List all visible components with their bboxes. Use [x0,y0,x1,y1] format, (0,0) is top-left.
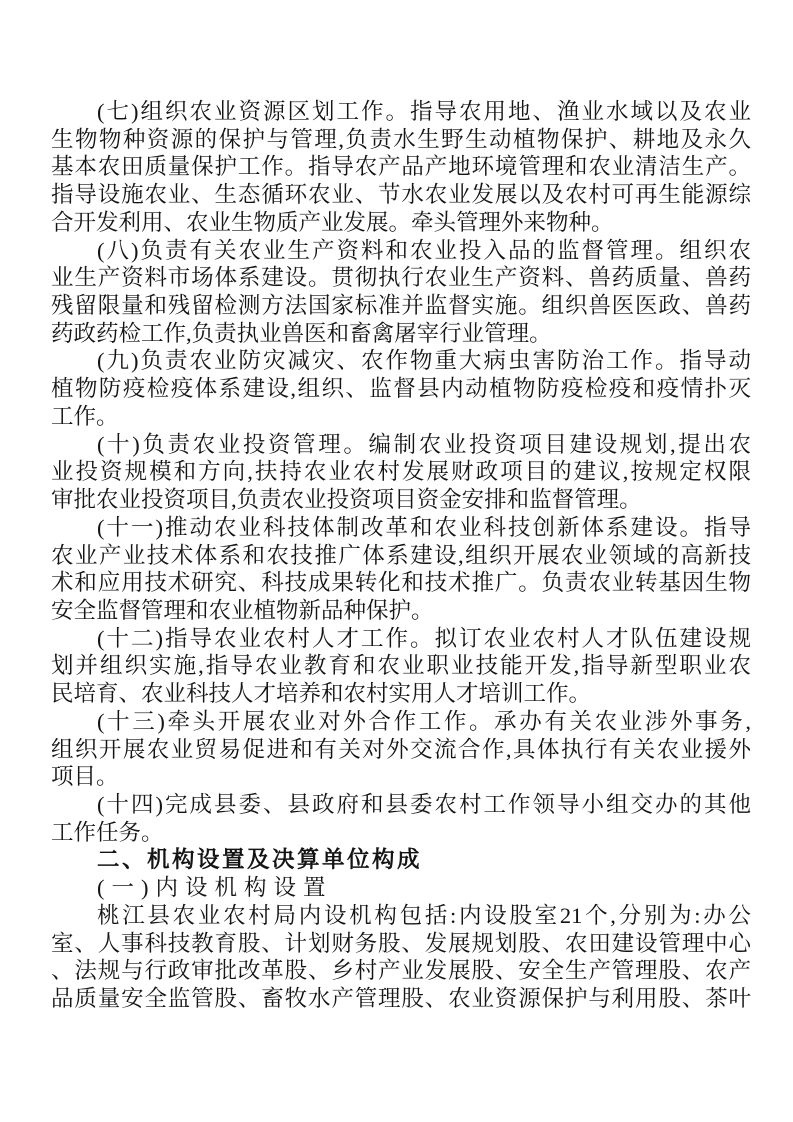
body-text-line: (十四)完成县委、县政府和县委农村工作领导小组交办的其他 [97,791,751,817]
body-text-line: 残留限量和残留检测方法国家标准并监督实施。组织兽医医政、兽药 [51,293,751,319]
body-text-line: 业投资规模和方向,扶持农业农村发展财政项目的建议,按规定权限 [51,459,751,485]
body-text-line: 指导设施农业、生态循环农业、节水农业发展以及农村可再生能源综 [51,182,751,208]
body-text-line: (十)负责农业投资管理。编制农业投资项目建设规划,提出农 [97,431,751,457]
body-text-line: 药政药检工作,负责执业兽医和畜禽屠宰行业管理。 [51,320,552,346]
body-text-line: 品质量安全监管股、畜牧水产管理股、农业资源保护与利用股、茶叶 [51,986,751,1011]
body-text-line: 组织开展农业贸易促进和有关对外交流合作,具体执行有关农业援外 [51,736,751,762]
body-text-line: 合开发利用、农业生物质产业发展。牵头管理外来物种。 [51,209,614,235]
body-text-line: 基本农田质量保护工作。指导农产品产地环境管理和农业清洁生产。 [51,154,751,180]
body-text-line: 工作任务。 [51,819,164,845]
body-text-line: 项目。 [51,764,119,790]
body-text-line: 、法规与行政审批改革股、乡村产业发展股、安全生产管理股、农产 [51,958,751,984]
body-text-line: 审批农业投资项目,负责农业投资项目资金安排和监督管理。 [51,487,642,513]
body-text-line: 室、人事科技教育股、计划财务股、发展规划股、农田建设管理中心 [51,930,751,956]
body-text-line: 安全监督管理和农业植物新品种保护。 [51,597,434,623]
body-text-line: 桃江县农业农村局内设机构包括:内设股室21个,分别为:办公 [97,902,751,928]
body-text-line: 工作。 [51,403,119,429]
body-text-line: (十一)推动农业科技体制改革和农业科技创新体系建设。指导 [97,514,751,540]
body-text-line: 植物防疫检疫体系建设,组织、监督县内动植物防疫检疫和疫情扑灭 [51,376,751,402]
body-text-line: 生物物种资源的保护与管理,负责水生野生动植物保护、耕地及永久 [51,126,751,152]
body-text-line: (八)负责有关农业生产资料和农业投入品的监督管理。组织农 [97,237,751,263]
body-text-line: 农业产业技术体系和农技推广体系建设,组织开展农业领域的高新技 [51,542,751,568]
body-text-line: 民培育、农业科技人才培养和农村实用人才培训工作。 [51,681,592,707]
document-text-block [51,98,751,1013]
body-text-line: 术和应用技术研究、科技成果转化和技术推广。负责农业转基因生物 [51,570,751,596]
body-text-line: 划并组织实施,指导农业教育和农业职业技能开发,指导新型职业农 [51,653,751,679]
body-text-line: (十二)指导农业农村人才工作。拟订农业农村人才队伍建设规 [97,625,751,651]
section-heading: 二、机构设置及决算单位构成 [97,847,423,873]
body-text-line: (九)负责农业防灾减灾、农作物重大病虫害防治工作。指导动 [97,348,751,374]
body-text-line: (七)组织农业资源区划工作。指导农用地、渔业水域以及农业 [97,99,751,124]
subsection-heading: (一)内设机构设置 [97,875,333,901]
body-text-line: (十三)牵头开展农业对外合作工作。承办有关农业涉外事务, [97,708,751,734]
body-text-line: 业生产资料市场体系建设。贯彻执行农业生产资料、兽药质量、兽药 [51,265,751,291]
